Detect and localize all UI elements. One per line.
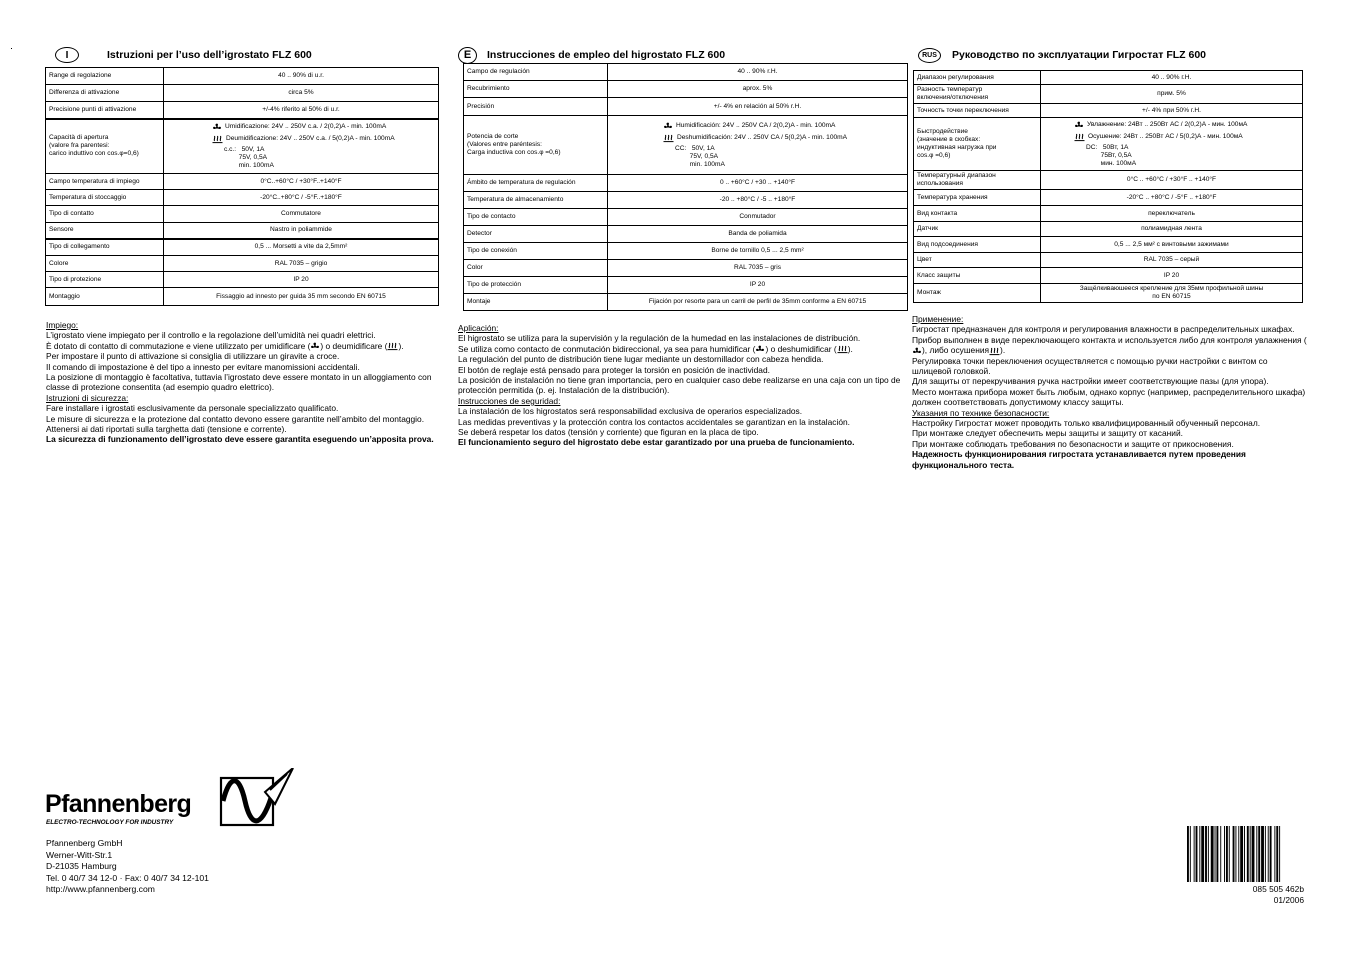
- table-row: [464, 175, 908, 192]
- ru-header: [918, 46, 1206, 64]
- table-row: [46, 85, 439, 102]
- scan-dot: [11, 48, 12, 49]
- section-heading-use: Применение:: [912, 314, 964, 324]
- document-number: 085 505 462b: [1252, 884, 1304, 894]
- table-row: [464, 64, 908, 81]
- spec-value: RAL 7035 – grigio: [164, 256, 439, 272]
- spec-label: Montaggio: [46, 288, 164, 306]
- dehumidify-heater-icon: [212, 135, 223, 144]
- table-row: [464, 294, 908, 311]
- section-heading-use: Aplicación:: [458, 323, 499, 333]
- spec-label: Цвет: [914, 253, 1041, 268]
- spec-label: Differenza di attivazione: [46, 85, 164, 102]
- spec-value: Borne de tornillo 0,5 ... 2,5 mm²: [608, 243, 908, 260]
- table-row: [46, 256, 439, 272]
- table-row: [914, 71, 1303, 85]
- barcode-bar: [1244, 826, 1245, 882]
- capacity-humidify: Umidificazione: 24V .. 250V c.a. / 2(0,2)A - min. 100mA: [225, 123, 387, 131]
- humidify-fan-icon: [663, 122, 673, 131]
- spec-label: Tipo di contatto: [46, 206, 164, 223]
- spec-label: Temperatura de almacenamiento: [464, 192, 608, 209]
- es-title: Instrucciones de empleo del higrostato FLZ 600: [487, 49, 726, 61]
- es-instructions: [458, 323, 906, 448]
- dehumidify-heater-icon: [1074, 133, 1085, 142]
- barcode-bar: [1201, 826, 1204, 882]
- spec-value: -20 .. +80°C / -5 .. +180°F: [608, 192, 908, 209]
- company-city: D-21035 Hamburg: [46, 861, 117, 871]
- company-phone-fax: Tel. 0 40/7 34 12-0 · Fax: 0 40/7 34 12-101: [46, 872, 209, 883]
- barcode-bar: [1224, 826, 1225, 882]
- table-row: [914, 268, 1303, 284]
- table-row: [46, 272, 439, 288]
- table-row: [46, 102, 439, 119]
- spec-label: Range di regolazione: [46, 68, 164, 85]
- text-line-with-icons: Se utiliza como contacto de conmutación bidireccional, ya sea para humidificar ( ) o deshumidificar ( ).: [458, 343, 853, 354]
- es-language-badge: E: [458, 47, 477, 64]
- spec-label: Colore: [46, 256, 164, 272]
- text-line-with-icons: Прибор выполнен в виде переключающего контакта и используется либо для контроля увлажнения (), либо осушения ).: [912, 334, 1307, 356]
- humidify-fan-icon: [310, 342, 320, 351]
- capacity-dc: CC: 50V, 1A 75V, 0,5A min. 100mA: [675, 144, 725, 168]
- table-row: [914, 222, 1303, 237]
- spec-label: Potencia de corte (Valores entre paréntesis: Carga inductiva con cos.φ =0,6): [464, 116, 608, 175]
- safety-note-bold: La sicurezza di funzionamento dell’igrostato deve essere garantita eseguendo un’apposita prova.: [46, 434, 434, 445]
- text-line: Регулировка точки переключения осуществляется с помощью ручки настройки с винтом со шлицевой головкой.: [912, 355, 1268, 377]
- capacity-dehumidify: Осушение: 24Вт .. 250Вт АС / 5(0,2)А - мин. 100мА: [1088, 133, 1243, 140]
- spec-value: Fissaggio ad innesto per guida 35 mm secondo EN 60715: [164, 288, 439, 306]
- barcode-bar: [1256, 826, 1257, 882]
- spec-value: RAL 7035 – серый: [1041, 253, 1303, 268]
- table-row: [464, 116, 908, 175]
- spec-label: Температура хранения: [914, 190, 1041, 206]
- barcode-bar: [1187, 826, 1189, 882]
- table-row: [914, 284, 1303, 303]
- barcode-bar: [1205, 826, 1207, 882]
- ru-title: Руководство по эксплуатации Гигростат FLZ 600: [952, 49, 1206, 61]
- document-date: 01/2006: [1273, 894, 1304, 905]
- barcode-bar: [1240, 826, 1243, 882]
- spec-value: -20°C..+80°C / -5°F..+180°F: [164, 190, 439, 206]
- text-line: La instalación de los higrostatos será responsabilidad exclusiva de operarios especializados.: [458, 406, 803, 417]
- spec-value: IP 20: [608, 277, 908, 294]
- spec-label: Precisión: [464, 98, 608, 116]
- barcode-bar: [1196, 826, 1198, 882]
- table-row: [46, 206, 439, 223]
- capacity-humidify: Увлажнение: 24Вт .. 250Вт АС / 2(0,2)А - мин. 100мА: [1087, 121, 1248, 128]
- table-row: [914, 190, 1303, 206]
- pfannenberg-logo-graphic: [45, 768, 295, 828]
- table-row: [464, 192, 908, 209]
- text-line: Для защиты от перекручивания ручка настройки имеет соответствующие пазы (для упора).: [912, 376, 1269, 387]
- spec-label: Tipo de contacto: [464, 209, 608, 226]
- spec-value-switching-capacity: [1041, 118, 1303, 171]
- spec-value: -20°C .. +80°C / -5°F .. +180°F: [1041, 190, 1303, 206]
- spec-label: Campo de regulación: [464, 64, 608, 81]
- spec-value-switching-capacity: [164, 119, 439, 174]
- spec-label: Capacità di apertura (valore fra parentesi: carico induttivo con cos.φ=0,6): [46, 119, 164, 174]
- ru-spec-table: [913, 70, 1303, 303]
- company-address: [46, 838, 209, 896]
- table-row: [914, 171, 1303, 190]
- barcode-bar: [1250, 826, 1251, 882]
- spec-label: Color: [464, 260, 608, 277]
- barcode-bar: [1252, 826, 1255, 882]
- spec-label: Датчик: [914, 222, 1041, 237]
- logo-wordmark: Pfannenberg: [45, 790, 192, 818]
- spec-label: Tipo di protezione: [46, 272, 164, 288]
- text-line: При монтаже следует обеспечить меры защиты и защиту от касаний.: [912, 428, 1183, 439]
- barcode-bar: [1235, 826, 1236, 882]
- barcode: [1187, 826, 1305, 882]
- spec-value: +/- 4% при 50% г.Н.: [1041, 104, 1303, 118]
- barcode-bar: [1233, 826, 1235, 882]
- spec-value: +/- 4% en relación al 50% r.H.: [608, 98, 908, 116]
- spec-label: Вид подсоединения: [914, 237, 1041, 253]
- text-line-with-icons: È dotato di contatto di commutazione e viene utilizzato per umidificare ( ) o deumidificare ( ).: [46, 340, 404, 351]
- barcode-bar: [1190, 826, 1191, 882]
- barcode-bar: [1199, 826, 1200, 882]
- text-line: La regulación del punto de distribución tiene lugar mediante un destornillador con cabeza hendida.: [458, 354, 824, 365]
- table-row: [914, 104, 1303, 118]
- spec-value: 40 .. 90% di u.r.: [164, 68, 439, 85]
- spec-label: Tipo de protección: [464, 277, 608, 294]
- company-name: Pfannenberg GmbH: [46, 838, 123, 848]
- text-line: Fare installare i igrostati esclusivamente da personale specializzato qualificato.: [46, 403, 339, 414]
- spec-value: RAL 7035 – gris: [608, 260, 908, 277]
- it-header: [55, 46, 312, 64]
- text-line: При монтаже соблюдать требования по безопасности и защите от прикосновения.: [912, 438, 1234, 449]
- it-title: Istruzioni per l’uso dell’igrostato FLZ 600: [107, 49, 312, 61]
- spec-value: aprox. 5%: [608, 81, 908, 98]
- spec-value: circa 5%: [164, 85, 439, 102]
- table-row: [46, 174, 439, 190]
- text-line: Attenersi ai dati riportati sulla targhetta dati (tensione e corrente).: [46, 424, 287, 435]
- logo-tagline: ELECTRO-TECHNOLOGY FOR INDUSTRY: [46, 819, 174, 826]
- table-row: [46, 288, 439, 306]
- spec-label: Montaje: [464, 294, 608, 311]
- text-line: Las medidas preventivas y la protección contra los contactos accidentales se garantizan en la instalación.: [458, 416, 850, 427]
- barcode-bar: [1276, 826, 1278, 882]
- spec-label: Sensore: [46, 223, 164, 239]
- barcode-bar: [1258, 826, 1260, 882]
- it-language-badge: I: [55, 47, 79, 63]
- spec-value: 40 .. 90% r.H.: [608, 64, 908, 81]
- spec-label: Вид контакта: [914, 206, 1041, 222]
- spec-value: +/-4% riferito al 50% di u.r.: [164, 102, 439, 119]
- it-spec-table: [45, 67, 439, 306]
- barcode-bar: [1261, 826, 1264, 882]
- table-row: [464, 209, 908, 226]
- spec-value: Banda de poliamida: [608, 226, 908, 243]
- humidify-fan-icon: [212, 123, 222, 132]
- spec-value: Commutatore: [164, 206, 439, 223]
- spec-value: прим. 5%: [1041, 85, 1303, 104]
- table-row: [46, 68, 439, 85]
- text-line: Место монтажа прибора может быть любым, однако корпус (например, распределительного шкафа) должен соответствовать допустимому классу защиты.: [912, 386, 1306, 408]
- barcode-bar: [1216, 826, 1218, 882]
- barcode-bar: [1247, 826, 1249, 882]
- dehumidify-heater-icon: [387, 342, 398, 351]
- spec-value: 0,5 ... Morsetti a vite da 2,5mm²: [164, 239, 439, 256]
- spec-label: Монтаж: [914, 284, 1041, 303]
- barcode-bar: [1268, 826, 1269, 882]
- safety-note-bold: El funcionamiento seguro del higrostato debe estar garantizado por una prueba de funcionamiento.: [458, 437, 855, 448]
- text-line: La posizione di montaggio è facoltativa, tuttavia l’igrostato deve essere montato in un alloggiamento con classe di protezione consentita (ad esempio quadro elettrico).: [46, 372, 432, 393]
- table-row: [464, 226, 908, 243]
- barcode-bar: [1215, 826, 1216, 882]
- capacity-dc: c.c.: 50V, 1A 75V, 0,5A min. 100mA: [224, 145, 274, 169]
- barcode-bar: [1265, 826, 1266, 882]
- dehumidify-heater-icon: [837, 345, 848, 354]
- section-heading-safety: Istruzioni di sicurezza:: [46, 392, 129, 403]
- table-row: [914, 253, 1303, 268]
- spec-value: полиамидная лента: [1041, 222, 1303, 237]
- spec-label: Tipo di collegamento: [46, 239, 164, 256]
- table-row: [464, 260, 908, 277]
- capacity-dehumidify: Deumidificazione: 24V .. 250V c.a. / 5(0,2)A - min. 100mA: [226, 135, 395, 143]
- table-row: [464, 98, 908, 116]
- spec-label: Температурный диапазон использования: [914, 171, 1041, 190]
- company-website[interactable]: http://www.pfannenberg.com: [46, 884, 155, 894]
- spec-label: Tipo de conexión: [464, 243, 608, 260]
- table-row: [46, 119, 439, 174]
- barcode-bar: [1270, 826, 1272, 882]
- spec-value: Защёлкиваюшееся крепление для 35мм профильной шины по EN 60715: [1041, 284, 1303, 303]
- text-line: El botón de reglaje está pensado para proteger la torsión en posición de inactividad.: [458, 364, 770, 375]
- ru-instructions: [912, 314, 1308, 470]
- spec-label: Detector: [464, 226, 608, 243]
- section-heading-use: Impiego:: [46, 320, 79, 330]
- barcode-bar: [1238, 826, 1239, 882]
- spec-label: Точность точки переключения: [914, 104, 1041, 118]
- es-header: [458, 46, 725, 64]
- spec-value: 0°C..+60°C / +30°F..+140°F: [164, 174, 439, 190]
- logo-sine-icon: [221, 768, 293, 825]
- spec-label: Temperatura di stoccaggio: [46, 190, 164, 206]
- humidify-fan-icon: [755, 345, 765, 354]
- table-row: [46, 239, 439, 256]
- spec-label: Быстродействие (значение в скобках: индуктивная нагрузка при cos.φ =0,6): [914, 118, 1041, 171]
- spec-value: 40 .. 90% г.Н.: [1041, 71, 1303, 85]
- spec-value: Nastro in poliammide: [164, 223, 439, 239]
- barcode-bar: [1279, 826, 1280, 882]
- company-street: Werner-Witt-Str.1: [46, 849, 113, 860]
- es-spec-table: [463, 63, 908, 311]
- spec-value: переключатель: [1041, 206, 1303, 222]
- spec-label: Ámbito de temperatura de regulación: [464, 175, 608, 192]
- spec-label: Диапазон регулирования: [914, 71, 1041, 85]
- table-row: [914, 118, 1303, 171]
- barcode-bar: [1208, 826, 1209, 882]
- text-line: Per impostare il punto di attivazione si consiglia di utilizzare un giravite a croce.: [46, 351, 340, 362]
- section-heading-safety: Instrucciones de seguridad:: [458, 395, 561, 406]
- spec-value: IP 20: [164, 272, 439, 288]
- spec-value: IP 20: [1041, 268, 1303, 284]
- spec-label: Campo temperatura di impiego: [46, 174, 164, 190]
- barcode-bar: [1229, 826, 1230, 882]
- capacity-dehumidify: Deshumidificación: 24V .. 250V CA / 5(0,2)A - min. 100mA: [677, 134, 848, 141]
- table-row: [464, 277, 908, 294]
- text-line: L’igrostato viene impiegato per il controllo e la regolazione dell’umidità nei quadri elettrici.: [46, 330, 376, 341]
- spec-value: 0,5 ... 2,5 мм² с винтовыми зажимами: [1041, 237, 1303, 253]
- text-line: La posición de instalación no tiene gran importancia, pero en cualquier caso debe realizarse en una caja con un tipo de protección permitida (p. ej. Instalación de la distribución).: [458, 375, 901, 396]
- spec-label: Precisione punti di attivazione: [46, 102, 164, 119]
- humidify-fan-icon: [912, 347, 922, 356]
- pfannenberg-logo: [45, 768, 295, 833]
- text-line: Le misure di sicurezza e la protezione dal contatto devono essere garantite nell’ambito del montaggio.: [46, 413, 425, 424]
- spec-value: Conmutador: [608, 209, 908, 226]
- text-line: Гигростат предназначен для контроля и регулирования влажности в распределительных шкафах.: [912, 324, 1295, 335]
- table-row: [914, 237, 1303, 253]
- spec-label: Разность температур включения/отключения: [914, 85, 1041, 104]
- capacity-humidify: Humidificación: 24V .. 250V CA / 2(0,2)A - min. 100mA: [676, 122, 836, 129]
- capacity-dc: DC: 50Вт, 1А 75Вт, 0,5А мин. 100мА: [1086, 143, 1137, 167]
- spec-label: Recubrimiento: [464, 81, 608, 98]
- ru-language-badge: RUS: [918, 48, 941, 63]
- table-row: [464, 243, 908, 260]
- barcode-bar: [1211, 826, 1214, 882]
- dehumidify-heater-icon: [663, 134, 674, 143]
- spec-value: Fijación por resorte para un carril de perfil de 35mm conforme a EN 60715: [608, 294, 908, 311]
- barcode-bar: [1274, 826, 1275, 882]
- document-number-block: [1253, 884, 1304, 905]
- text-line: Il comando di impostazione è del tipo a innesto per evitare manomissioni accidentali.: [46, 361, 360, 372]
- spec-label: Класс защиты: [914, 268, 1041, 284]
- text-line: El higrostato se utiliza para la supervisión y la regulación de la humedad en las instalaciones de distribución.: [458, 333, 861, 344]
- table-row: [914, 206, 1303, 222]
- barcode-bar: [1194, 826, 1195, 882]
- humidify-fan-icon: [1074, 121, 1084, 130]
- safety-note-bold: Надежность функционирования гигростата устанавливается путем проведения функционального теста.: [912, 449, 1246, 470]
- spec-value-switching-capacity: [608, 116, 908, 175]
- text-line: Настройку Гигростат может проводить только квалифицированный обученный персонал.: [912, 418, 1261, 429]
- spec-value: 0 .. +60°C / +30 .. +140°F: [608, 175, 908, 192]
- barcode-bar: [1226, 826, 1228, 882]
- spec-value: 0°C .. +60°C / +30°F .. +140°F: [1041, 171, 1303, 190]
- barcode-bar: [1220, 826, 1221, 882]
- table-row: [914, 85, 1303, 104]
- it-instructions: [46, 320, 456, 445]
- table-row: [464, 81, 908, 98]
- dehumidify-heater-icon: [989, 347, 1000, 356]
- section-heading-safety: Указания по технике безопасности:: [912, 407, 1050, 418]
- table-row: [46, 190, 439, 206]
- text-line: Se deberá respetar los datos (tensión y corriente) que figuran en la placa de tipo.: [458, 427, 759, 438]
- table-row: [46, 223, 439, 239]
